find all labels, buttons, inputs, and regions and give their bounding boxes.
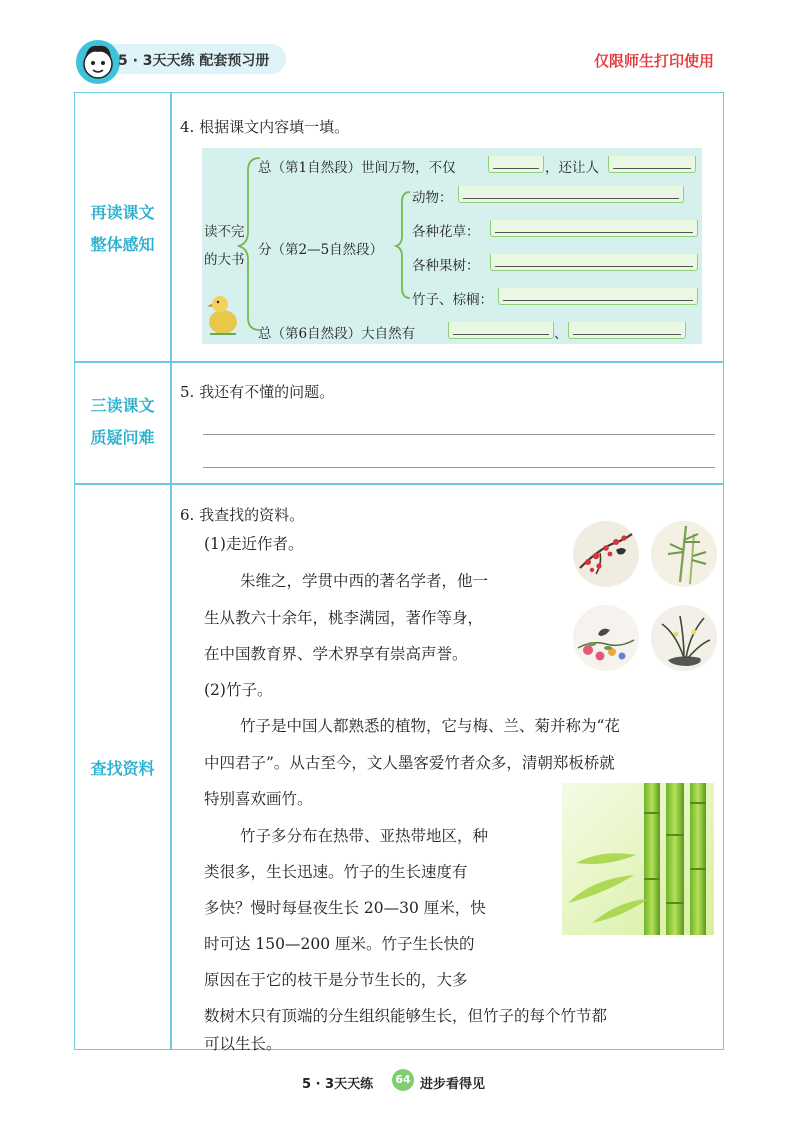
orchid-painting-image	[650, 604, 718, 672]
bamboo-a-line-2: 中四君子”。从古至今，文人墨客爱竹者众多，清朝郑板桥就	[204, 754, 615, 772]
footer-slogan: 进步看得见	[420, 1077, 486, 1092]
label-line: 整体感知	[90, 235, 155, 254]
sub-item-flowers: 各种花草：	[412, 224, 480, 240]
bamboo-b-line-3: 多快？慢时每昼夜生长 20—30 厘米，快	[204, 899, 486, 917]
label-line: 质疑问难	[90, 428, 155, 447]
bamboo-a-line-3: 特别喜欢画竹。	[204, 790, 313, 808]
bamboo-b-line-6: 数树木只有顶端的分生组织能够生长，但竹子的每个竹节都	[204, 1007, 608, 1025]
blank-nature-1[interactable]	[448, 322, 554, 339]
bamboo-b-line-5: 原因在于它的枝干是分节生长的，大多	[204, 971, 468, 989]
sub-item-animals: 动物：	[412, 190, 453, 206]
page-footer	[0, 1060, 800, 1100]
blank-1[interactable]	[488, 156, 544, 173]
author-line-2: 生从教六十余年，桃李满园，著作等身，	[204, 609, 484, 627]
bamboo-a-line-1: 竹子是中国人都熟悉的植物，它与梅、兰、菊并称为“花	[240, 717, 620, 735]
row-label-research: 查找资料	[90, 759, 155, 778]
bamboo-painting-image	[650, 520, 718, 588]
label-line: 再读课文	[90, 203, 155, 222]
question-5: 5. 我还有不懂的问题。	[180, 383, 335, 401]
bamboo-b-line-1: 竹子多分布在热带、亚热带地区，种	[240, 827, 489, 845]
bamboo-b-line-4: 时可达 150—200 厘米。竹子生长快的	[204, 935, 475, 953]
sub-heading-bamboo: (2)竹子。	[204, 681, 273, 699]
bamboo-b-line-2: 类很多，生长迅速。竹子的生长速度有	[204, 863, 468, 881]
chick-icon	[206, 288, 240, 338]
sub-item-bamboo: 竹子、棕榈：	[412, 292, 493, 308]
author-line-3: 在中国教育界、学术界享有崇高声誉。	[204, 645, 468, 663]
row-divider	[75, 483, 723, 485]
page-number: 64	[392, 1069, 414, 1091]
blank-bamboo[interactable]	[498, 288, 698, 305]
page-header	[0, 0, 800, 92]
blank-nature-2[interactable]	[568, 322, 686, 339]
branch-3-text: 总（第6自然段）大自然有	[258, 326, 416, 342]
question-6: 6. 我查找的资料。	[180, 506, 305, 524]
column-divider	[170, 93, 172, 1049]
blank-fruit-trees[interactable]	[490, 254, 698, 271]
header-title: 5 · 3天天练 配套预习册	[118, 53, 270, 69]
boy-mascot-icon	[74, 38, 122, 86]
branch-2-text: 分（第2—5自然段）	[258, 242, 384, 258]
branch-3-sep: 、	[554, 326, 568, 342]
branch-1-mid: ，还让人	[545, 160, 599, 176]
row-label-reread	[75, 197, 170, 261]
content-diagram	[202, 148, 702, 344]
author-line-1: 朱维之，学贯中西的著名学者，他一	[240, 572, 489, 590]
label-line: 三读课文	[90, 396, 155, 415]
sub-item-fruit-trees: 各种果树：	[412, 258, 480, 274]
diagram-root-line1: 读不完	[204, 224, 245, 240]
blank-flowers[interactable]	[490, 220, 698, 237]
blank-2[interactable]	[608, 156, 696, 173]
writing-line[interactable]	[203, 467, 715, 468]
row-divider	[75, 361, 723, 363]
row-label-third	[75, 390, 170, 454]
plum-blossom-image	[572, 520, 640, 588]
chrysanthemum-image	[572, 604, 640, 672]
diagram-root-line2: 的大书	[204, 252, 245, 268]
sub-heading-author: (1)走近作者。	[204, 535, 304, 553]
question-4: 4. 根据课文内容填一填。	[180, 118, 350, 136]
bamboo-b-line-7: 可以生长。	[204, 1035, 282, 1053]
blank-animals[interactable]	[458, 186, 684, 203]
bamboo-photo	[562, 783, 714, 935]
print-notice: 仅限师生打印使用	[593, 52, 714, 70]
branch-1-text: 总（第1自然段）世间万物，不仅	[258, 160, 456, 176]
footer-brand: 5 · 3天天练	[302, 1077, 374, 1092]
writing-line[interactable]	[203, 434, 715, 435]
